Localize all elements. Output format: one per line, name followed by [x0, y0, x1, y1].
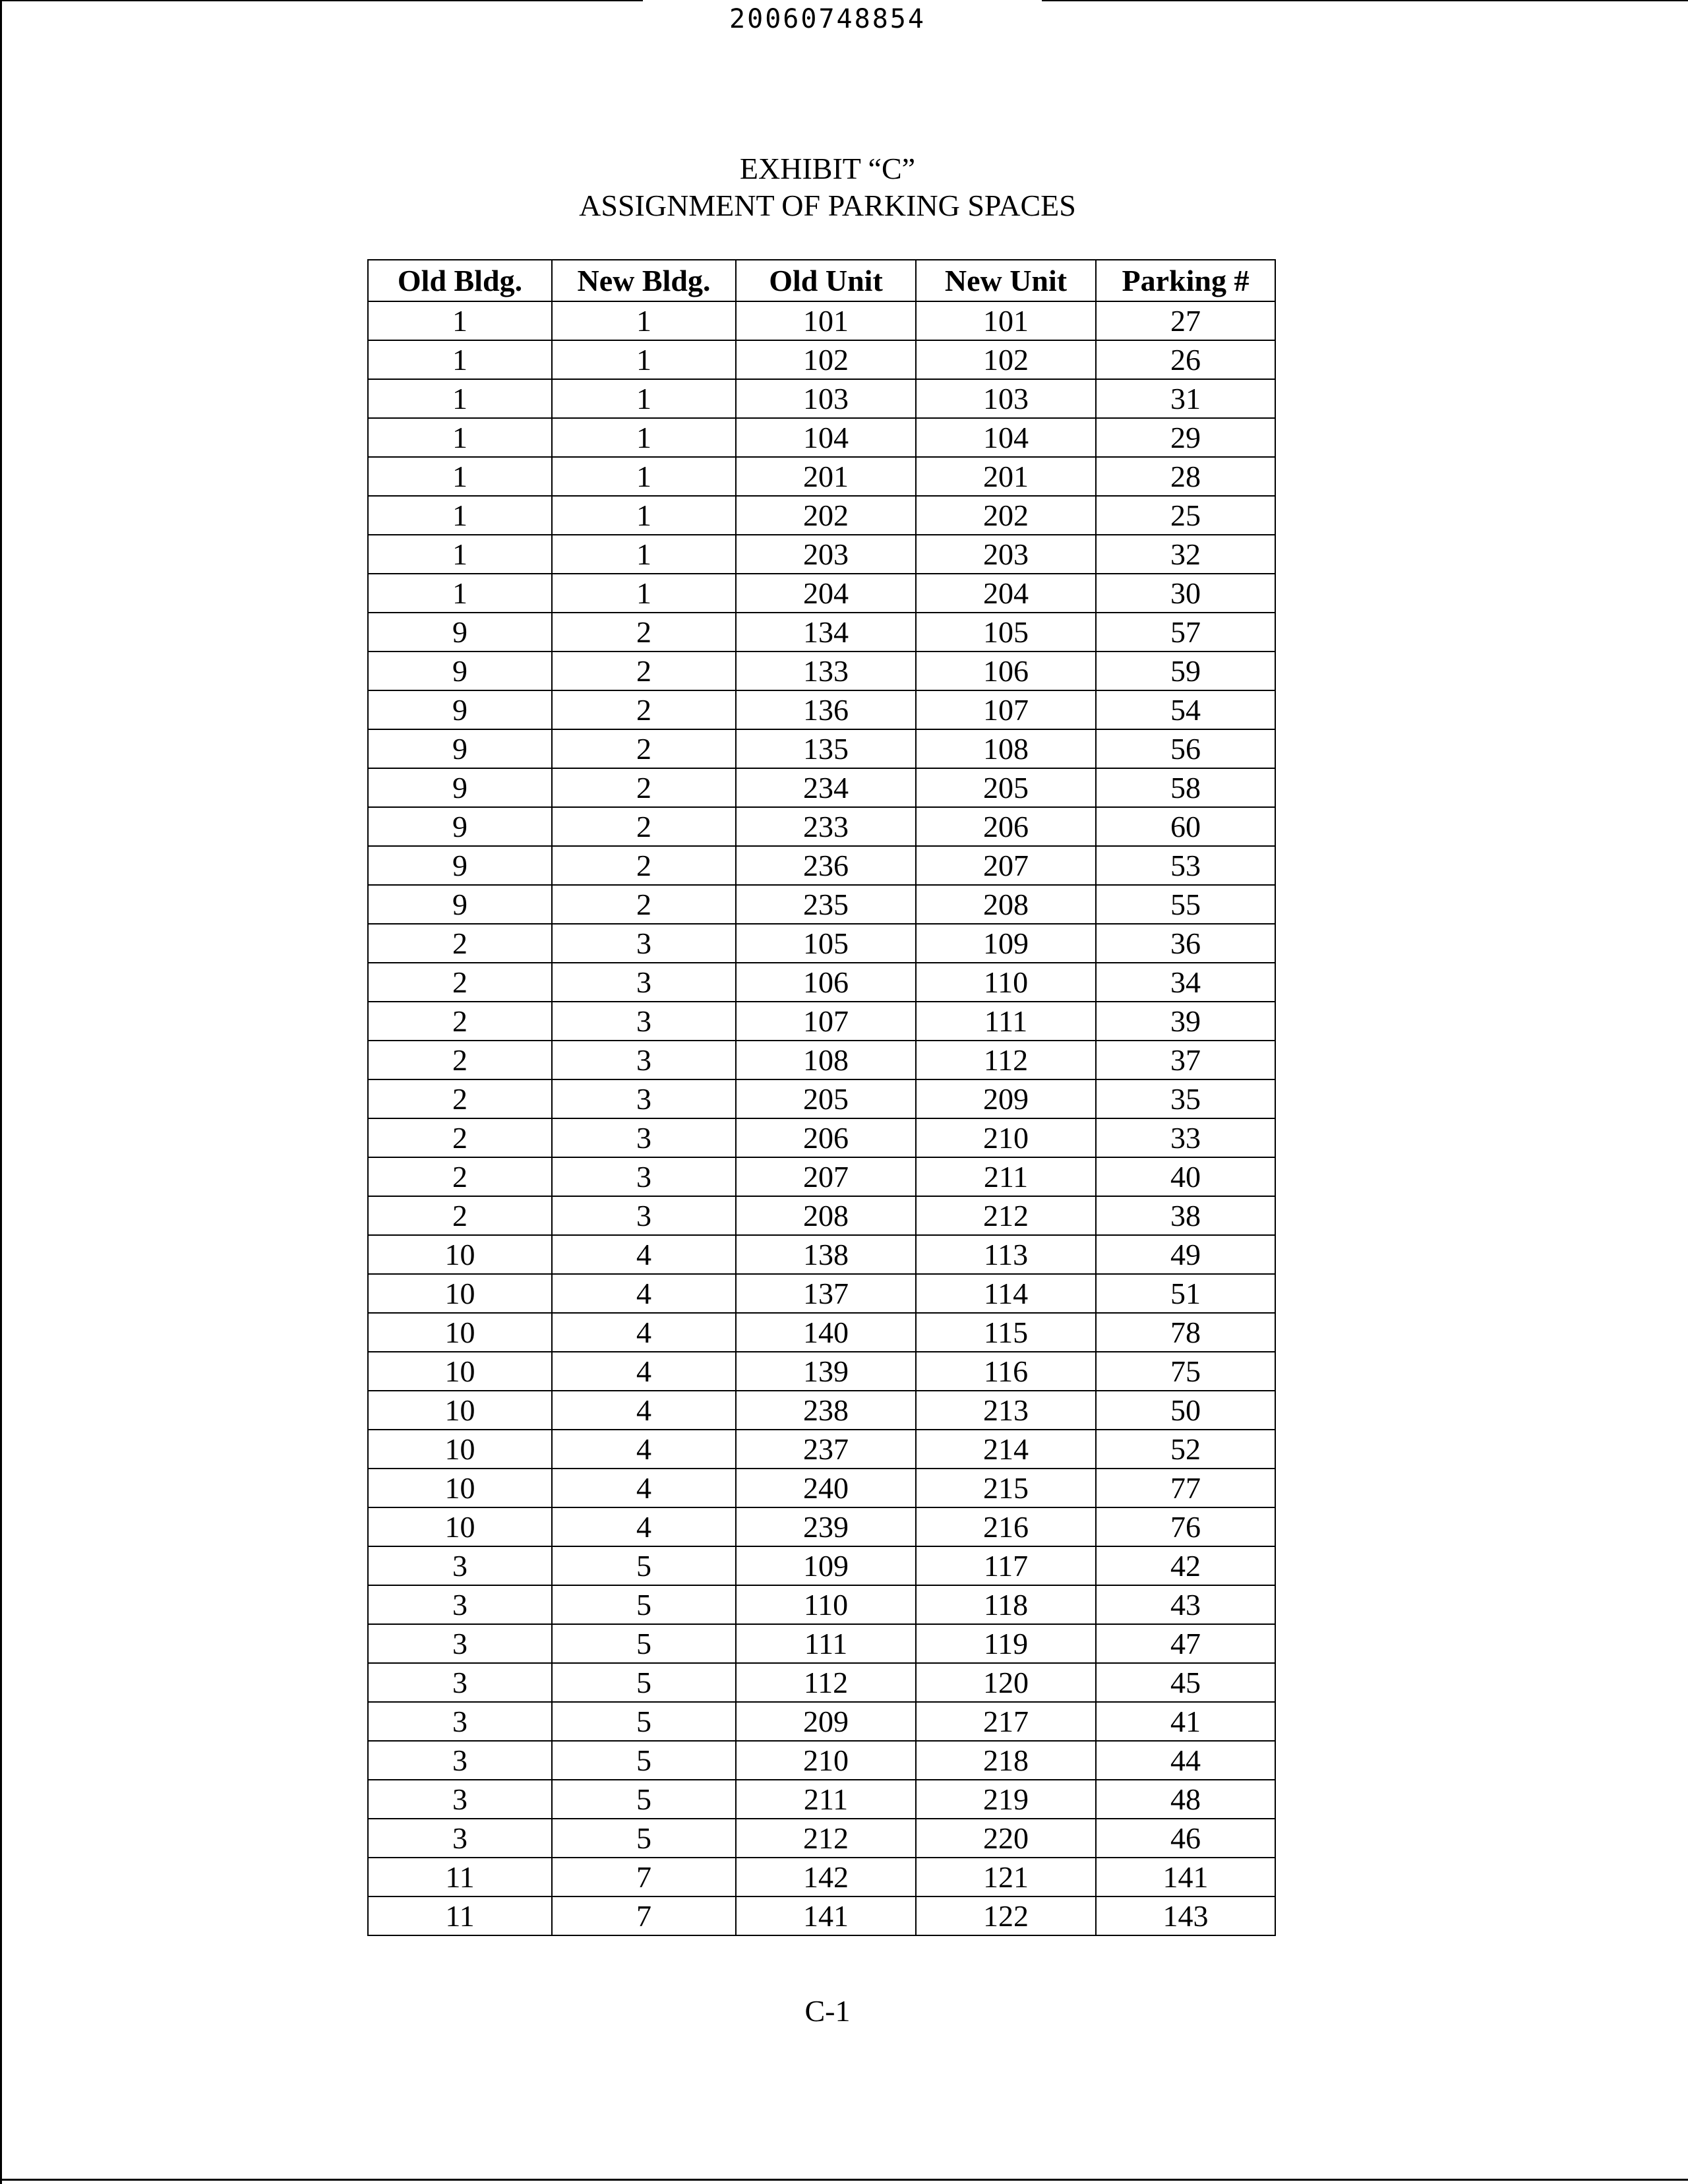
cell-old-unit: 237 [736, 1430, 916, 1469]
cell-new-bldg: 3 [552, 1079, 736, 1118]
cell-old-bldg: 3 [368, 1819, 552, 1858]
cell-new-unit: 205 [916, 768, 1096, 807]
cell-new-bldg: 3 [552, 1196, 736, 1235]
cell-old-unit: 136 [736, 690, 916, 729]
cell-new-bldg: 4 [552, 1313, 736, 1352]
cell-new-bldg: 2 [552, 768, 736, 807]
cell-parking-number: 56 [1096, 729, 1275, 768]
cell-parking-number: 45 [1096, 1663, 1275, 1702]
cell-new-unit: 208 [916, 885, 1096, 924]
cell-old-bldg: 9 [368, 846, 552, 885]
cell-parking-number: 32 [1096, 535, 1275, 574]
cell-new-bldg: 1 [552, 418, 736, 457]
cell-new-unit: 212 [916, 1196, 1096, 1235]
cell-new-bldg: 5 [552, 1546, 736, 1585]
table-body [368, 301, 1275, 1935]
cell-old-unit: 239 [736, 1507, 916, 1546]
cell-new-bldg: 3 [552, 924, 736, 963]
scan-border-top-right [1042, 0, 1688, 1]
cell-new-bldg: 5 [552, 1663, 736, 1702]
cell-old-unit: 104 [736, 418, 916, 457]
cell-new-bldg: 3 [552, 1157, 736, 1196]
cell-parking-number: 30 [1096, 574, 1275, 613]
page-number: C-1 [804, 1994, 851, 2028]
cell-old-unit: 206 [736, 1118, 916, 1157]
table-row [368, 1196, 1275, 1235]
cell-old-unit: 101 [736, 301, 916, 340]
cell-parking-number: 54 [1096, 690, 1275, 729]
cell-parking-number: 50 [1096, 1391, 1275, 1430]
table-row [368, 1663, 1275, 1702]
cell-old-bldg: 3 [368, 1741, 552, 1780]
cell-new-unit: 214 [916, 1430, 1096, 1469]
cell-new-unit: 201 [916, 457, 1096, 496]
cell-new-bldg: 3 [552, 963, 736, 1002]
cell-old-bldg: 10 [368, 1391, 552, 1430]
cell-parking-number: 52 [1096, 1430, 1275, 1469]
table-row [368, 1819, 1275, 1858]
cell-new-unit: 113 [916, 1235, 1096, 1274]
cell-old-unit: 137 [736, 1274, 916, 1313]
table-row [368, 379, 1275, 418]
exhibit-subheading: ASSIGNMENT OF PARKING SPACES [579, 189, 1076, 222]
cell-old-unit: 138 [736, 1235, 916, 1274]
cell-old-bldg: 2 [368, 924, 552, 963]
cell-new-bldg: 3 [552, 1041, 736, 1079]
cell-new-unit: 206 [916, 807, 1096, 846]
cell-parking-number: 36 [1096, 924, 1275, 963]
cell-old-unit: 141 [736, 1896, 916, 1935]
cell-new-bldg: 5 [552, 1624, 736, 1663]
cell-old-bldg: 3 [368, 1585, 552, 1624]
table-header-row [368, 260, 1275, 301]
cell-parking-number: 76 [1096, 1507, 1275, 1546]
cell-old-unit: 233 [736, 807, 916, 846]
cell-new-bldg: 2 [552, 613, 736, 652]
cell-old-bldg: 9 [368, 768, 552, 807]
cell-old-bldg: 2 [368, 1079, 552, 1118]
cell-new-unit: 202 [916, 496, 1096, 535]
cell-old-bldg: 9 [368, 729, 552, 768]
cell-parking-number: 25 [1096, 496, 1275, 535]
table-row [368, 535, 1275, 574]
table-row [368, 1624, 1275, 1663]
cell-new-unit: 219 [916, 1780, 1096, 1819]
cell-old-bldg: 2 [368, 1157, 552, 1196]
cell-old-bldg: 10 [368, 1274, 552, 1313]
cell-old-bldg: 2 [368, 1118, 552, 1157]
cell-old-bldg: 2 [368, 1041, 552, 1079]
cell-new-unit: 112 [916, 1041, 1096, 1079]
cell-old-unit: 208 [736, 1196, 916, 1235]
cell-old-bldg: 2 [368, 963, 552, 1002]
cell-new-bldg: 1 [552, 457, 736, 496]
table-row [368, 690, 1275, 729]
table-row [368, 652, 1275, 690]
document-number: 20060748854 [729, 4, 926, 34]
cell-new-unit: 116 [916, 1352, 1096, 1391]
table-row [368, 1002, 1275, 1041]
cell-old-unit: 142 [736, 1858, 916, 1896]
cell-old-bldg: 9 [368, 690, 552, 729]
cell-parking-number: 141 [1096, 1858, 1275, 1896]
cell-new-unit: 121 [916, 1858, 1096, 1896]
cell-parking-number: 28 [1096, 457, 1275, 496]
cell-old-bldg: 10 [368, 1235, 552, 1274]
cell-old-unit: 204 [736, 574, 916, 613]
column-header-old-unit: Old Unit [736, 260, 916, 301]
cell-new-unit: 117 [916, 1546, 1096, 1585]
cell-new-unit: 114 [916, 1274, 1096, 1313]
cell-old-unit: 107 [736, 1002, 916, 1041]
cell-new-bldg: 2 [552, 807, 736, 846]
cell-new-unit: 216 [916, 1507, 1096, 1546]
cell-new-bldg: 7 [552, 1896, 736, 1935]
table-row [368, 1507, 1275, 1546]
table-row [368, 1469, 1275, 1507]
cell-parking-number: 59 [1096, 652, 1275, 690]
cell-old-unit: 102 [736, 340, 916, 379]
table-row [368, 340, 1275, 379]
cell-parking-number: 43 [1096, 1585, 1275, 1624]
cell-old-unit: 110 [736, 1585, 916, 1624]
table-row [368, 1546, 1275, 1585]
cell-new-bldg: 1 [552, 379, 736, 418]
cell-old-unit: 139 [736, 1352, 916, 1391]
cell-old-bldg: 9 [368, 613, 552, 652]
cell-new-bldg: 1 [552, 301, 736, 340]
table-row [368, 1118, 1275, 1157]
cell-new-bldg: 1 [552, 496, 736, 535]
table-row [368, 1585, 1275, 1624]
cell-old-unit: 203 [736, 535, 916, 574]
cell-new-unit: 215 [916, 1469, 1096, 1507]
parking-assignment-table [367, 259, 1276, 1936]
table-row [368, 1157, 1275, 1196]
cell-old-bldg: 10 [368, 1313, 552, 1352]
cell-new-bldg: 2 [552, 846, 736, 885]
table-row [368, 1780, 1275, 1819]
cell-old-unit: 210 [736, 1741, 916, 1780]
cell-parking-number: 39 [1096, 1002, 1275, 1041]
table-row [368, 574, 1275, 613]
cell-old-unit: 212 [736, 1819, 916, 1858]
table-row [368, 1702, 1275, 1741]
table-row [368, 885, 1275, 924]
cell-old-bldg: 11 [368, 1858, 552, 1896]
exhibit-heading: EXHIBIT “C” [739, 152, 916, 185]
cell-old-unit: 238 [736, 1391, 916, 1430]
table-row [368, 1274, 1275, 1313]
table-row [368, 1235, 1275, 1274]
table-row [368, 1391, 1275, 1430]
cell-old-unit: 211 [736, 1780, 916, 1819]
cell-new-unit: 204 [916, 574, 1096, 613]
cell-old-unit: 205 [736, 1079, 916, 1118]
cell-parking-number: 40 [1096, 1157, 1275, 1196]
cell-new-unit: 210 [916, 1118, 1096, 1157]
cell-new-bldg: 5 [552, 1780, 736, 1819]
cell-old-bldg: 1 [368, 379, 552, 418]
cell-old-bldg: 1 [368, 301, 552, 340]
cell-parking-number: 26 [1096, 340, 1275, 379]
cell-new-unit: 118 [916, 1585, 1096, 1624]
cell-old-bldg: 3 [368, 1624, 552, 1663]
cell-parking-number: 44 [1096, 1741, 1275, 1780]
cell-new-bldg: 5 [552, 1741, 736, 1780]
table-row [368, 1041, 1275, 1079]
cell-old-bldg: 10 [368, 1352, 552, 1391]
cell-new-bldg: 4 [552, 1352, 736, 1391]
cell-new-unit: 203 [916, 535, 1096, 574]
cell-parking-number: 75 [1096, 1352, 1275, 1391]
table-row [368, 729, 1275, 768]
cell-parking-number: 37 [1096, 1041, 1275, 1079]
cell-old-bldg: 3 [368, 1702, 552, 1741]
table-row [368, 301, 1275, 340]
cell-new-bldg: 4 [552, 1391, 736, 1430]
table-row [368, 807, 1275, 846]
cell-old-unit: 133 [736, 652, 916, 690]
cell-old-unit: 235 [736, 885, 916, 924]
cell-old-unit: 202 [736, 496, 916, 535]
cell-old-bldg: 10 [368, 1430, 552, 1469]
cell-parking-number: 34 [1096, 963, 1275, 1002]
cell-parking-number: 48 [1096, 1780, 1275, 1819]
cell-parking-number: 47 [1096, 1624, 1275, 1663]
cell-parking-number: 51 [1096, 1274, 1275, 1313]
cell-new-unit: 105 [916, 613, 1096, 652]
cell-parking-number: 38 [1096, 1196, 1275, 1235]
cell-new-bldg: 4 [552, 1235, 736, 1274]
table-row [368, 613, 1275, 652]
exhibit-title [0, 150, 1655, 224]
cell-new-unit: 207 [916, 846, 1096, 885]
cell-parking-number: 78 [1096, 1313, 1275, 1352]
cell-old-unit: 135 [736, 729, 916, 768]
cell-new-unit: 119 [916, 1624, 1096, 1663]
cell-old-bldg: 1 [368, 496, 552, 535]
cell-new-bldg: 5 [552, 1585, 736, 1624]
cell-old-unit: 140 [736, 1313, 916, 1352]
cell-new-unit: 122 [916, 1896, 1096, 1935]
cell-old-bldg: 1 [368, 418, 552, 457]
table-row [368, 924, 1275, 963]
cell-new-unit: 106 [916, 652, 1096, 690]
cell-old-bldg: 1 [368, 574, 552, 613]
cell-old-bldg: 9 [368, 652, 552, 690]
cell-new-bldg: 4 [552, 1430, 736, 1469]
cell-old-unit: 201 [736, 457, 916, 496]
cell-new-unit: 211 [916, 1157, 1096, 1196]
cell-parking-number: 33 [1096, 1118, 1275, 1157]
cell-new-unit: 110 [916, 963, 1096, 1002]
cell-old-bldg: 9 [368, 807, 552, 846]
cell-new-bldg: 5 [552, 1819, 736, 1858]
cell-old-unit: 234 [736, 768, 916, 807]
cell-old-unit: 236 [736, 846, 916, 885]
cell-old-bldg: 1 [368, 457, 552, 496]
column-header-old-bldg: Old Bldg. [368, 260, 552, 301]
cell-old-unit: 112 [736, 1663, 916, 1702]
cell-parking-number: 49 [1096, 1235, 1275, 1274]
cell-old-bldg: 10 [368, 1469, 552, 1507]
cell-old-bldg: 10 [368, 1507, 552, 1546]
table-row [368, 1896, 1275, 1935]
cell-parking-number: 55 [1096, 885, 1275, 924]
cell-old-unit: 209 [736, 1702, 916, 1741]
table-row [368, 846, 1275, 885]
cell-new-bldg: 1 [552, 340, 736, 379]
cell-new-unit: 108 [916, 729, 1096, 768]
cell-new-unit: 107 [916, 690, 1096, 729]
cell-new-unit: 104 [916, 418, 1096, 457]
cell-new-bldg: 4 [552, 1507, 736, 1546]
cell-new-unit: 101 [916, 301, 1096, 340]
cell-new-unit: 220 [916, 1819, 1096, 1858]
cell-old-bldg: 2 [368, 1196, 552, 1235]
table-row [368, 1313, 1275, 1352]
cell-old-unit: 108 [736, 1041, 916, 1079]
cell-old-bldg: 11 [368, 1896, 552, 1935]
cell-parking-number: 46 [1096, 1819, 1275, 1858]
cell-new-unit: 109 [916, 924, 1096, 963]
cell-new-unit: 115 [916, 1313, 1096, 1352]
cell-new-unit: 111 [916, 1002, 1096, 1041]
table-row [368, 1079, 1275, 1118]
table-row [368, 963, 1275, 1002]
cell-parking-number: 42 [1096, 1546, 1275, 1585]
cell-old-bldg: 1 [368, 340, 552, 379]
cell-old-bldg: 3 [368, 1546, 552, 1585]
cell-old-unit: 240 [736, 1469, 916, 1507]
table-row [368, 1741, 1275, 1780]
table-row [368, 1858, 1275, 1896]
cell-old-unit: 106 [736, 963, 916, 1002]
table-row [368, 1352, 1275, 1391]
column-header-parking-number: Parking # [1096, 260, 1275, 301]
scan-border-top-left [0, 0, 643, 1]
cell-parking-number: 35 [1096, 1079, 1275, 1118]
cell-old-unit: 207 [736, 1157, 916, 1196]
cell-old-bldg: 3 [368, 1663, 552, 1702]
cell-new-bldg: 7 [552, 1858, 736, 1896]
cell-new-unit: 102 [916, 340, 1096, 379]
table-row [368, 496, 1275, 535]
table-row [368, 418, 1275, 457]
cell-old-bldg: 2 [368, 1002, 552, 1041]
cell-old-unit: 105 [736, 924, 916, 963]
table-row [368, 768, 1275, 807]
cell-old-bldg: 1 [368, 535, 552, 574]
cell-parking-number: 77 [1096, 1469, 1275, 1507]
cell-old-unit: 134 [736, 613, 916, 652]
table-row [368, 457, 1275, 496]
cell-new-unit: 218 [916, 1741, 1096, 1780]
cell-new-bldg: 2 [552, 729, 736, 768]
parking-table-container [367, 259, 1275, 1936]
cell-new-bldg: 4 [552, 1469, 736, 1507]
cell-parking-number: 31 [1096, 379, 1275, 418]
column-header-new-unit: New Unit [916, 260, 1096, 301]
cell-old-unit: 103 [736, 379, 916, 418]
cell-new-unit: 103 [916, 379, 1096, 418]
cell-new-bldg: 1 [552, 574, 736, 613]
cell-new-bldg: 3 [552, 1118, 736, 1157]
cell-new-bldg: 2 [552, 885, 736, 924]
table-row [368, 1430, 1275, 1469]
scan-border-bottom [0, 2179, 1688, 2181]
cell-new-bldg: 2 [552, 690, 736, 729]
cell-parking-number: 27 [1096, 301, 1275, 340]
cell-parking-number: 143 [1096, 1896, 1275, 1935]
cell-new-bldg: 5 [552, 1702, 736, 1741]
cell-new-bldg: 3 [552, 1002, 736, 1041]
cell-old-bldg: 3 [368, 1780, 552, 1819]
cell-parking-number: 41 [1096, 1702, 1275, 1741]
cell-new-bldg: 1 [552, 535, 736, 574]
cell-parking-number: 57 [1096, 613, 1275, 652]
cell-new-unit: 213 [916, 1391, 1096, 1430]
cell-parking-number: 60 [1096, 807, 1275, 846]
cell-new-bldg: 2 [552, 652, 736, 690]
cell-old-unit: 111 [736, 1624, 916, 1663]
cell-new-unit: 209 [916, 1079, 1096, 1118]
cell-parking-number: 29 [1096, 418, 1275, 457]
cell-old-bldg: 9 [368, 885, 552, 924]
scan-border-left [0, 0, 2, 2184]
cell-new-unit: 120 [916, 1663, 1096, 1702]
cell-old-unit: 109 [736, 1546, 916, 1585]
column-header-new-bldg: New Bldg. [552, 260, 736, 301]
cell-new-bldg: 4 [552, 1274, 736, 1313]
cell-parking-number: 58 [1096, 768, 1275, 807]
cell-new-unit: 217 [916, 1702, 1096, 1741]
cell-parking-number: 53 [1096, 846, 1275, 885]
